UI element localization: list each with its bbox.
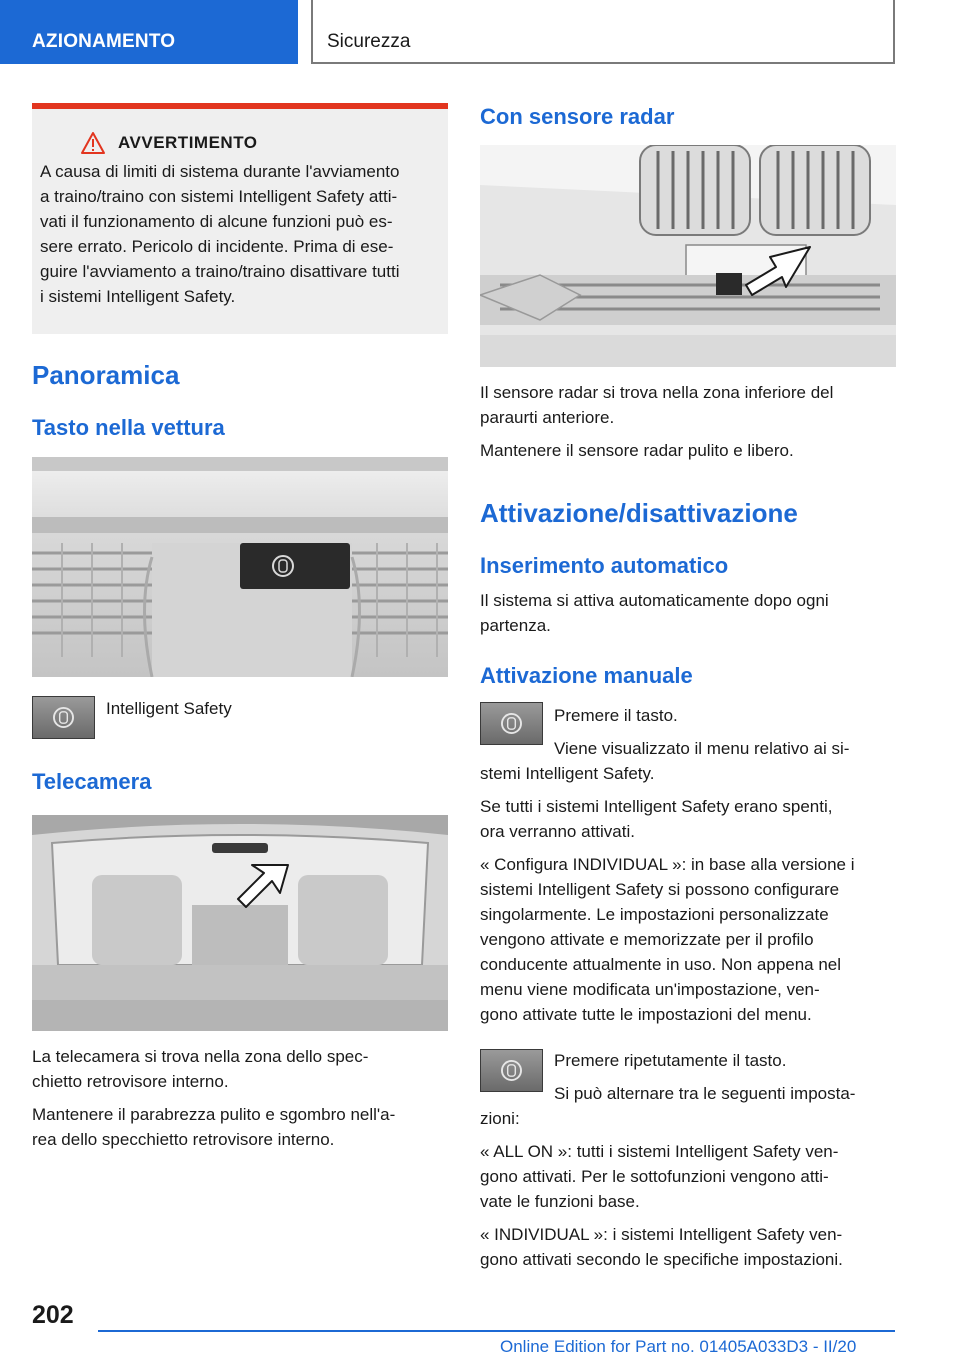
heading-manual-activation: Attivazione manuale bbox=[480, 663, 693, 688]
text-line: gono attivati secondo le specifiche impostazioni. bbox=[480, 1250, 843, 1269]
intelligent-safety-icon bbox=[480, 1049, 543, 1092]
text-line: chietto retrovisore interno. bbox=[32, 1072, 229, 1091]
heading-camera: Telecamera bbox=[32, 769, 152, 794]
warning-line: guire l'avviamento a traino/traino disattivare tutti bbox=[40, 262, 400, 281]
heading-activation: Attivazione/disattivazione bbox=[480, 498, 798, 528]
intelligent-safety-icon bbox=[32, 696, 95, 739]
warning-line: vati il funzionamento di alcune funzioni può es- bbox=[40, 212, 393, 231]
dashboard-button-image bbox=[32, 457, 448, 677]
warning-line: i sistemi Intelligent Safety. bbox=[40, 287, 236, 306]
footer-edition: Online Edition for Part no. 01405A033D3 - II/20 bbox=[500, 1337, 857, 1356]
repeat-body-text bbox=[480, 1106, 843, 1272]
text-line: vate le funzioni base. bbox=[480, 1192, 640, 1211]
chapter-title: Sicurezza bbox=[311, 0, 895, 64]
warning-box bbox=[32, 103, 448, 334]
text-line: Mantenere il sensore radar pulito e libero. bbox=[480, 441, 794, 460]
warning-triangle-icon bbox=[80, 131, 106, 155]
text-line: zioni: bbox=[480, 1109, 520, 1128]
warning-header bbox=[80, 131, 442, 155]
manual-body-text bbox=[480, 761, 855, 1027]
text-line: gono attivate tutte le impostazioni del menu. bbox=[480, 1005, 812, 1024]
text-line: Il sensore radar si trova nella zona inferiore del bbox=[480, 383, 834, 402]
text-line: ora verranno attivati. bbox=[480, 822, 635, 841]
text-line: Se tutti i sistemi Intelligent Safety erano spenti, bbox=[480, 797, 833, 816]
footer-divider bbox=[98, 1330, 895, 1332]
text-line: conducente attualmente in uso. Non appena nel bbox=[480, 955, 842, 974]
heading-auto-activation: Inserimento automatico bbox=[480, 553, 729, 578]
warning-line: a traino/traino con sistemi Intelligent Safety atti- bbox=[40, 187, 398, 206]
text-line: paraurti anteriore. bbox=[480, 408, 615, 427]
text-line: sistemi Intelligent Safety si possono configurare bbox=[480, 880, 840, 899]
intelligent-safety-icon bbox=[480, 702, 543, 745]
text-line: « INDIVIDUAL »: i sistemi Intelligent Safety ven- bbox=[480, 1225, 843, 1244]
text-line: Il sistema si attiva automaticamente dopo ogni bbox=[480, 591, 829, 610]
heading-button-in-car: Tasto nella vettura bbox=[32, 415, 225, 440]
section-tab: AZIONAMENTO bbox=[0, 0, 298, 64]
warning-title: AVVERTIMENTO bbox=[118, 133, 258, 152]
text-line: Premere il tasto. bbox=[554, 706, 678, 725]
button-caption: Intelligent Safety bbox=[106, 699, 232, 718]
page-number: 202 bbox=[32, 1301, 74, 1329]
text-line: singolarmente. Le impostazioni personalizzate bbox=[480, 905, 829, 924]
camera-text bbox=[32, 1044, 395, 1152]
repeat-step-text bbox=[554, 1048, 855, 1106]
text-line: La telecamera si trova nella zona dello spec- bbox=[32, 1047, 369, 1066]
warning-line: sere errato. Pericolo di incidente. Prima di ese- bbox=[40, 237, 394, 256]
warning-text bbox=[40, 159, 442, 309]
text-line: vengono attivate e memorizzate per il profilo bbox=[480, 930, 814, 949]
text-line: gono attivati. Per le sottofunzioni vengono atti- bbox=[480, 1167, 829, 1186]
text-line: Mantenere il parabrezza pulito e sgombro nell'a- bbox=[32, 1105, 396, 1124]
text-line: Si può alternare tra le seguenti imposta- bbox=[554, 1084, 856, 1103]
text-line: « Configura INDIVIDUAL »: in base alla versione i bbox=[480, 855, 855, 874]
text-line: rea dello specchietto retrovisore interno. bbox=[32, 1130, 335, 1149]
radar-bumper-image bbox=[480, 145, 896, 367]
text-line: Premere ripetutamente il tasto. bbox=[554, 1051, 787, 1070]
heading-radar: Con sensore radar bbox=[480, 104, 675, 129]
auto-text bbox=[480, 588, 829, 638]
camera-interior-image bbox=[32, 815, 448, 1031]
text-line: Viene visualizzato il menu relativo ai si- bbox=[554, 739, 850, 758]
text-line: partenza. bbox=[480, 616, 551, 635]
text-line: « ALL ON »: tutti i sistemi Intelligent Safety ven- bbox=[480, 1142, 839, 1161]
manual-step-text bbox=[554, 703, 849, 761]
radar-text bbox=[480, 380, 833, 463]
warning-line: A causa di limiti di sistema durante l'avviamento bbox=[40, 162, 400, 181]
text-line: menu viene modificata un'impostazione, ven- bbox=[480, 980, 820, 999]
text-line: stemi Intelligent Safety. bbox=[480, 764, 655, 783]
heading-overview: Panoramica bbox=[32, 360, 180, 390]
